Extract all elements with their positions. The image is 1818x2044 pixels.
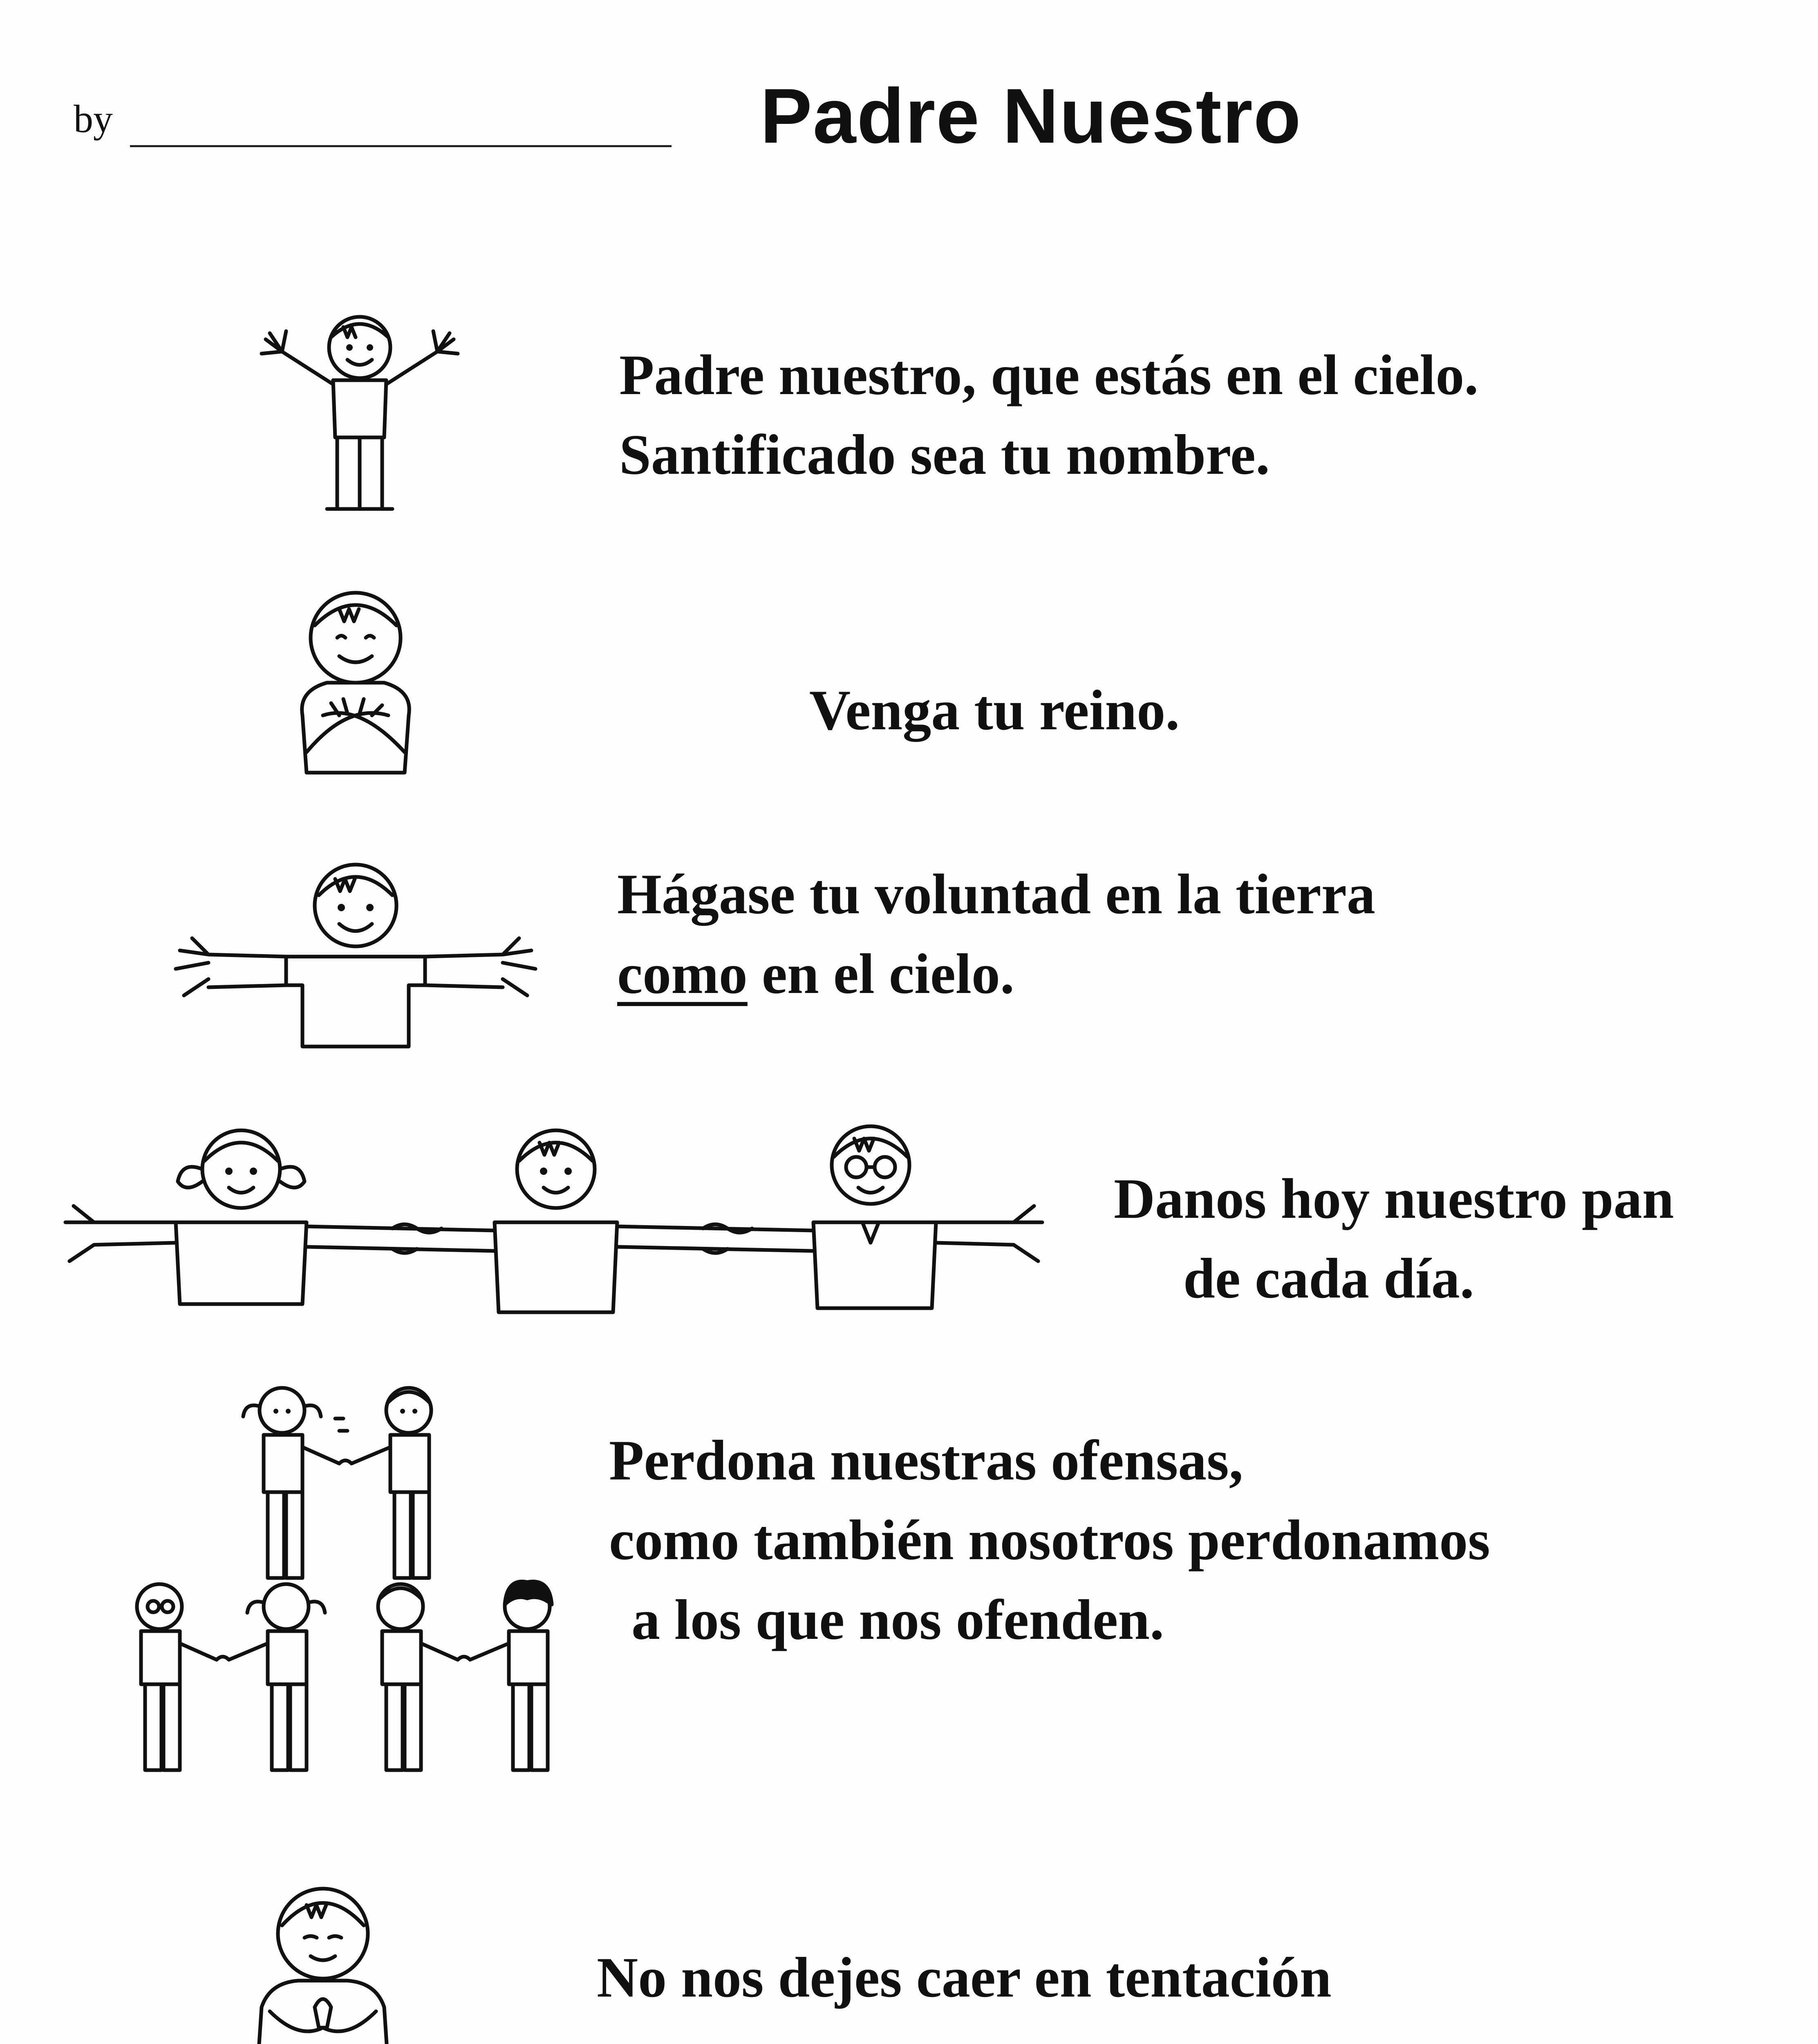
verse-line: a los que nos ofenden. (631, 1588, 1164, 1652)
children-shaking-hands-icon (123, 1382, 580, 1791)
verse-line: Padre nuestro, que estás en el cielo. (619, 343, 1479, 407)
verse-line: Hágase tu voluntad en la tierra (617, 863, 1375, 926)
verse-line: Danos hoy nuestro pan (1114, 1167, 1674, 1230)
verse-5 (609, 1421, 1490, 1660)
child-praying-icon (245, 1876, 401, 2044)
verse-1 (619, 335, 1478, 495)
child-hands-on-heart-icon (266, 580, 446, 785)
verse-4 (1114, 1159, 1674, 1318)
verse-line-rest: en el cielo. (747, 942, 1014, 1006)
three-children-holding-hands-icon (57, 1120, 1055, 1325)
verse-line: Venga tu reino. (809, 679, 1180, 742)
verse-line: Perdona nuestras ofensas, (609, 1429, 1243, 1492)
verse-line: No nos dejes caer en tentación (597, 1946, 1332, 2009)
verse-line: Santificado sea tu nombre. (619, 423, 1270, 486)
verse-line: de cada día. (1183, 1247, 1474, 1310)
child-arms-outstretched-icon (163, 854, 548, 1051)
page-title: Padre Nuestro (760, 73, 1302, 159)
verse-6 (597, 1938, 1332, 2017)
name-line (130, 145, 672, 147)
verse-3 (617, 854, 1375, 1014)
verse-line: como también nosotros perdonamos (609, 1508, 1490, 1572)
underlined-word: como (617, 942, 748, 1006)
verse-2 (809, 670, 1180, 750)
by-label: by (74, 97, 113, 141)
child-arms-raised-icon (245, 303, 474, 523)
verse-line (617, 934, 1375, 1014)
